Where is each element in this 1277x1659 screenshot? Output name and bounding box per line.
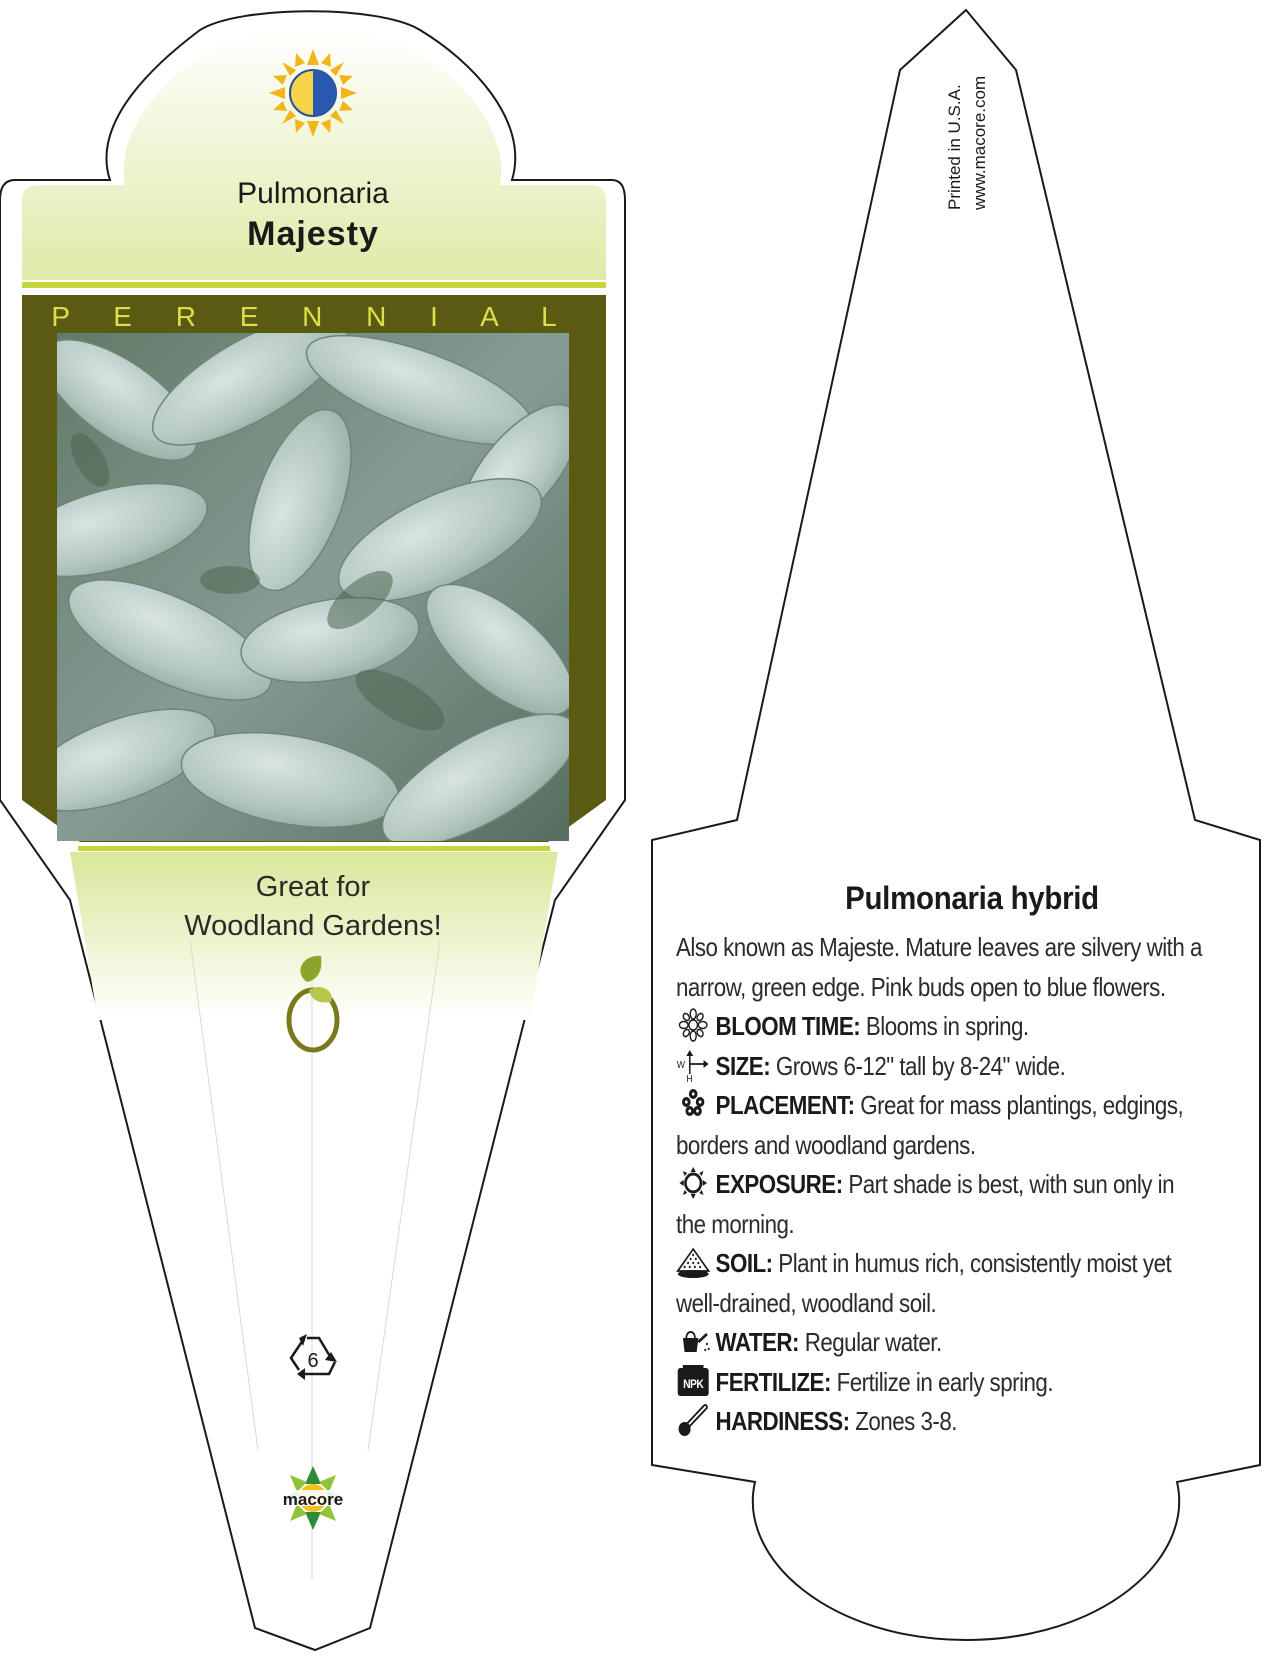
- npk-icon: [676, 1364, 710, 1398]
- exposure-row: [676, 1165, 1269, 1205]
- hardiness-label: HARDINESS:: [715, 1406, 850, 1436]
- exposure-label: EXPOSURE:: [715, 1169, 843, 1199]
- perennial-label: P E R E N N I A L: [51, 301, 575, 332]
- exposure-value-1: Part shade is best, with sun only in: [842, 1169, 1175, 1199]
- hardiness-row: [676, 1402, 1269, 1442]
- brand-name: macore: [282, 1490, 344, 1509]
- genus-name: Pulmonaria: [237, 177, 389, 210]
- fertilize-value: Fertilize in early spring.: [830, 1366, 1054, 1397]
- size-value: Grows 6-12" tall by 8-24" wide.: [770, 1050, 1066, 1081]
- npk-icon-text: NPK: [683, 1377, 704, 1391]
- care-details: [676, 928, 1269, 1442]
- plant-photo: [3, 290, 599, 871]
- printed-in-usa: Printed in U.S.A.: [945, 84, 964, 210]
- species-title: Pulmonaria hybrid: [845, 880, 1099, 916]
- tagline-divider: [78, 846, 550, 851]
- tagline-line-2: Woodland Gardens!: [184, 910, 442, 942]
- size-icon: [676, 1048, 710, 1082]
- sun-icon: [676, 1166, 710, 1200]
- soil-icon: [676, 1245, 710, 1279]
- bloom-time-value: Blooms in spring.: [860, 1011, 1029, 1041]
- fertilize-label: FERTILIZE:: [715, 1366, 831, 1397]
- water-row: [676, 1323, 1269, 1363]
- recycle-number: 6: [307, 1350, 319, 1372]
- hardiness-value: Zones 3-8.: [849, 1406, 957, 1436]
- size-icon-w: W: [676, 1058, 685, 1070]
- water-value: Regular water.: [798, 1327, 942, 1357]
- tagline-line-1: Great for: [255, 871, 371, 903]
- description-line-1: Also known as Majeste. Mature leaves are silvery with a: [676, 932, 1202, 962]
- description-line-2: narrow, green edge. Pink buds open to blue flowers.: [676, 971, 1166, 1002]
- size-row: [676, 1047, 1269, 1087]
- website: www.macore.com: [970, 75, 989, 210]
- soil-value-2: well-drained, woodland soil.: [676, 1287, 937, 1318]
- watering-can-icon: [676, 1324, 710, 1358]
- placement-value-1: Great for mass plantings, edgings,: [854, 1090, 1184, 1120]
- cultivar-name: Majesty: [247, 215, 379, 253]
- placement-value-2: borders and woodland gardens.: [676, 1129, 976, 1160]
- soil-label: SOIL:: [715, 1248, 773, 1278]
- soil-value-1: Plant in humus rich, consistently moist yet: [772, 1248, 1172, 1278]
- placement-row: [676, 1086, 1269, 1126]
- placement-icon: [676, 1087, 710, 1121]
- part-sun-icon: [269, 49, 357, 137]
- size-icon-h: H: [686, 1072, 693, 1082]
- fertilize-row: [676, 1363, 1269, 1403]
- water-label: WATER:: [715, 1327, 799, 1357]
- header-divider: [22, 282, 606, 288]
- exposure-value-2: the morning.: [676, 1208, 795, 1239]
- bloom-time-label: BLOOM TIME:: [715, 1011, 861, 1041]
- flower-icon: [676, 1008, 710, 1042]
- thermometer-icon: [676, 1403, 710, 1437]
- placement-label: PLACEMENT:: [715, 1090, 855, 1120]
- size-label: SIZE:: [715, 1050, 771, 1081]
- bloom-time-row: [676, 1007, 1269, 1047]
- soil-row: [676, 1244, 1269, 1284]
